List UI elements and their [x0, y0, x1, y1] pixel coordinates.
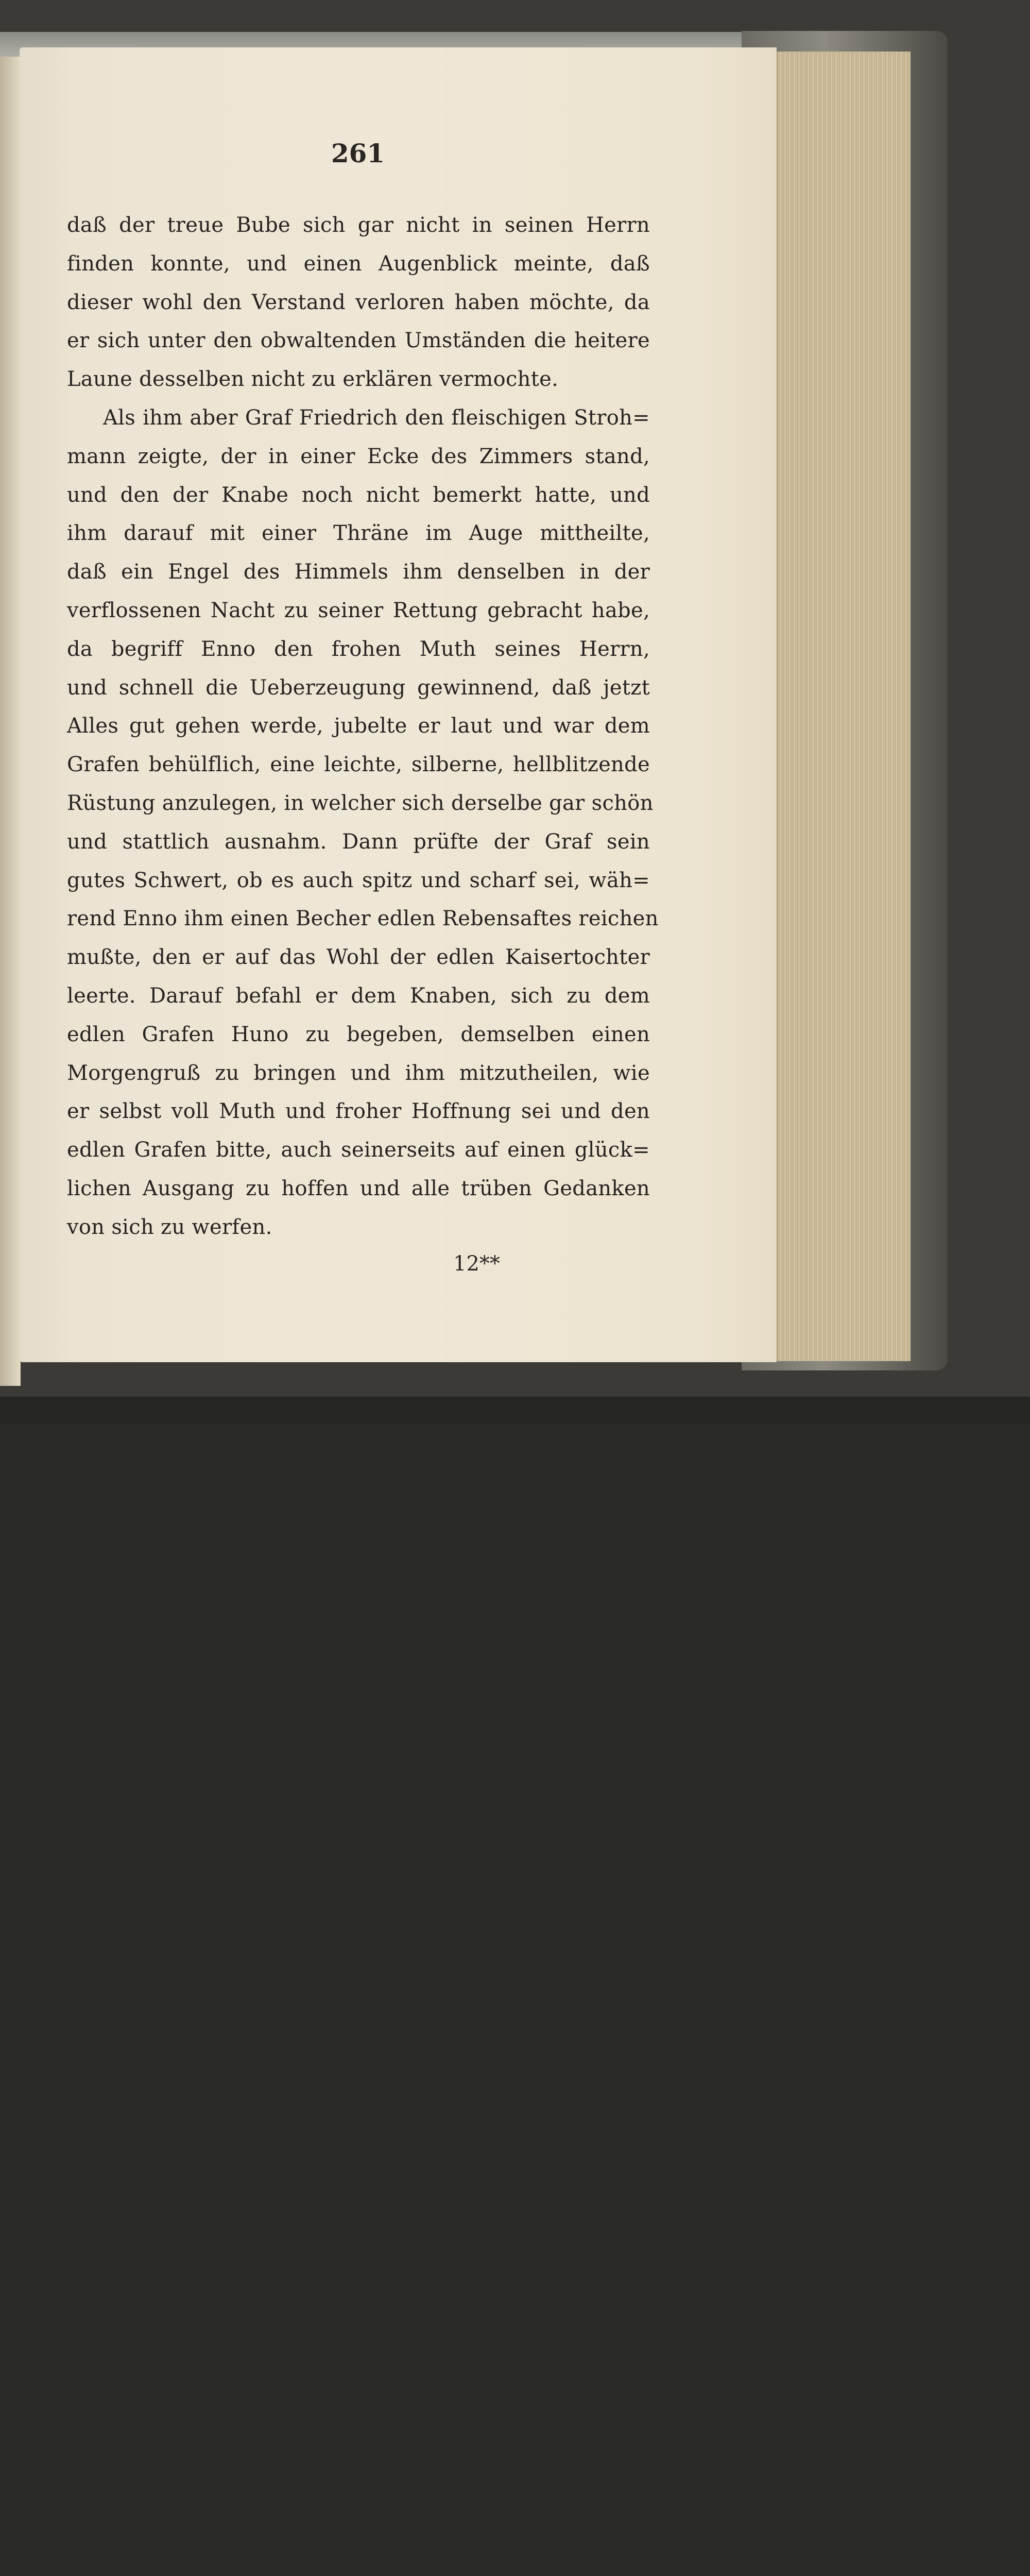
- text-line: daß der treue Bube sich gar nicht in seinen Herrn: [67, 213, 650, 237]
- text-line: ihm darauf mit einer Thräne im Auge mittheilte,: [67, 521, 650, 546]
- text-line: und stattlich ausnahm. Dann prüfte der Graf sein: [67, 829, 650, 854]
- text-line: edlen Grafen Huno zu begeben, demselben einen: [67, 1022, 650, 1046]
- text-line: mußte, den er auf das Wohl der edlen Kaisertochter: [67, 945, 650, 970]
- text-line: Alles gut gehen werde, jubelte er laut und war dem: [67, 714, 650, 738]
- text-line: mann zeigte, der in einer Ecke des Zimmers stand,: [67, 444, 650, 468]
- text-line: da begriff Enno den frohen Muth seines Herrn,: [67, 637, 650, 661]
- text-line: Morgengruß zu bringen und ihm mitzutheilen, wie: [67, 1061, 650, 1085]
- text-line: finden konnte, und einen Augenblick meinte, daß: [67, 251, 650, 276]
- page-edges: [777, 52, 911, 1361]
- signature-mark: 12**: [453, 1252, 500, 1276]
- text-line: er sich unter den obwaltenden Umständen die heitere: [67, 329, 650, 353]
- text-line: edlen Grafen bitte, auch seinerseits auf einen glück=: [67, 1138, 650, 1162]
- body-text: [67, 206, 659, 1247]
- text-line: und schnell die Ueberzeugung gewinnend, daß jetzt: [67, 675, 650, 700]
- text-line: er selbst voll Muth und froher Hoffnung sei und den: [67, 1099, 650, 1124]
- text-line: Rüstung anzulegen, in welcher sich derselbe gar schön: [67, 791, 654, 815]
- text-line: lichen Ausgang zu hoffen und alle trüben Gedanken: [67, 1176, 650, 1200]
- footer-bar: [0, 1396, 1030, 1425]
- text-line: Grafen behülflich, eine leichte, silberne, hellblitzende: [67, 753, 650, 777]
- text-line: und den der Knabe noch nicht bemerkt hatte, und: [67, 483, 650, 507]
- text-line: leerte. Darauf befahl er dem Knaben, sich zu dem: [67, 984, 650, 1008]
- left-page-edge: [0, 57, 21, 1386]
- text-line: dieser wohl den Verstand verloren haben möchte, da: [67, 290, 650, 314]
- page-number: 261: [331, 138, 385, 168]
- text-line: verflossenen Nacht zu seiner Rettung gebracht habe,: [67, 598, 650, 622]
- text-line: daß ein Engel des Himmels ihm denselben in der: [67, 560, 650, 584]
- text-line: Als ihm aber Graf Friedrich den fleischigen Stroh=: [103, 405, 650, 430]
- text-line: rend Enno ihm einen Becher edlen Rebensaftes reichen: [67, 907, 659, 931]
- text-line: von sich zu werfen.: [67, 1215, 272, 1239]
- text-line: Laune desselben nicht zu erklären vermochte.: [67, 367, 559, 392]
- text-line: gutes Schwert, ob es auch spitz und scharf sei, wäh=: [67, 868, 650, 892]
